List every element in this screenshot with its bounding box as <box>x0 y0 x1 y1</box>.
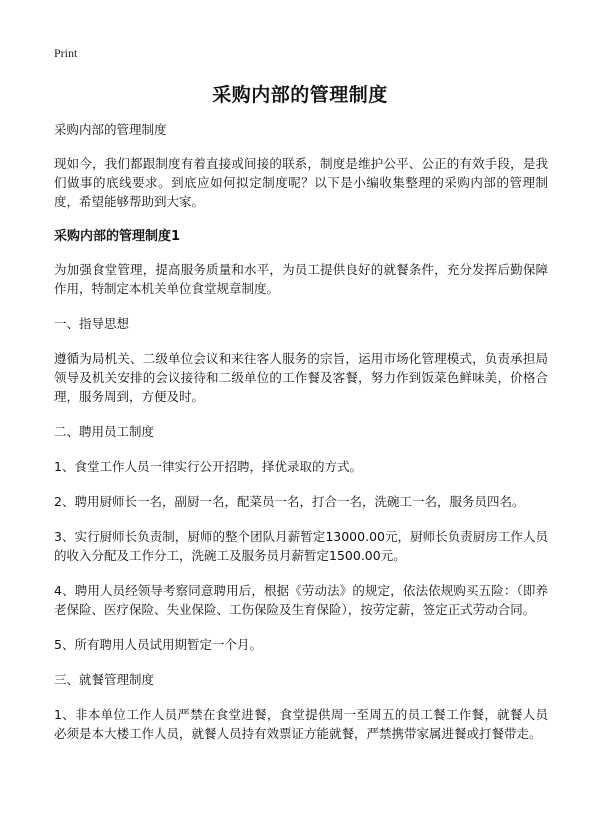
section-heading: 采购内部的管理制度1 <box>54 229 181 244</box>
paragraph: 为加强食堂管理，提高服务质量和水平，为员工提供良好的就餐条件，充分发挥后勤保障作用，特制定本机关单位食堂规章制度。 <box>54 262 548 296</box>
page-title: 采购内部的管理制度 <box>212 84 388 106</box>
paragraph: 1、非本单位工作人员严禁在食堂进餐，食堂提供周一至周五的员工餐工作餐，就餐人员必须是本大楼工作人员，就餐人员持有效票证方能就餐，严禁携带家属进餐或打餐带走。 <box>54 707 548 741</box>
paragraph: 4、聘用人员经领导考察同意聘用后，根据《劳动法》的规定，依法依规购买五险：（即养老保险、医疗保险、失业保险、工伤保险及生育保险），按劳定薪，签定正式劳动合同。 <box>54 583 548 617</box>
paragraph: 一、指导思想 <box>54 316 130 331</box>
paragraph: 5、所有聘用人员试用期暂定一个月。 <box>54 637 262 652</box>
article-body <box>54 120 548 759</box>
print-link[interactable]: Print <box>54 46 78 60</box>
article-subtitle: 采购内部的管理制度 <box>54 122 167 137</box>
paragraph: 1、食堂工作人员一律实行公开招聘，择优录取的方式。 <box>54 459 362 474</box>
paragraph: 二、聘用员工制度 <box>54 424 155 439</box>
paragraph: 三、就餐管理制度 <box>54 672 155 687</box>
paragraph: 2、聘用厨师长一名，副厨一名，配菜员一名，打合一名，洗碗工一名，服务员四名。 <box>54 494 525 509</box>
intro-paragraph: 现如今，我们都跟制度有着直接或间接的联系，制度是维护公平、公正的有效手段，是我们做事的底线要求。到底应如何拟定制度呢？以下是小编收集整理的采购内部的管理制度，希望能够帮助到大家。 <box>54 156 548 209</box>
paragraph: 3、实行厨师长负责制，厨师的整个团队月薪暂定13000.00元，厨师长负责厨房工作人员的收入分配及工作分工，洗碗工及服务员月薪暂定1500.00元。 <box>54 529 548 563</box>
paragraph: 遵循为局机关、二级单位会议和来往客人服务的宗旨，运用市场化管理模式，负责承担局领导及机关安排的会议接待和二级单位的工作餐及客餐，努力作到饭菜色鲜味美，价格合理，服务周到，方便及时。 <box>54 351 548 404</box>
